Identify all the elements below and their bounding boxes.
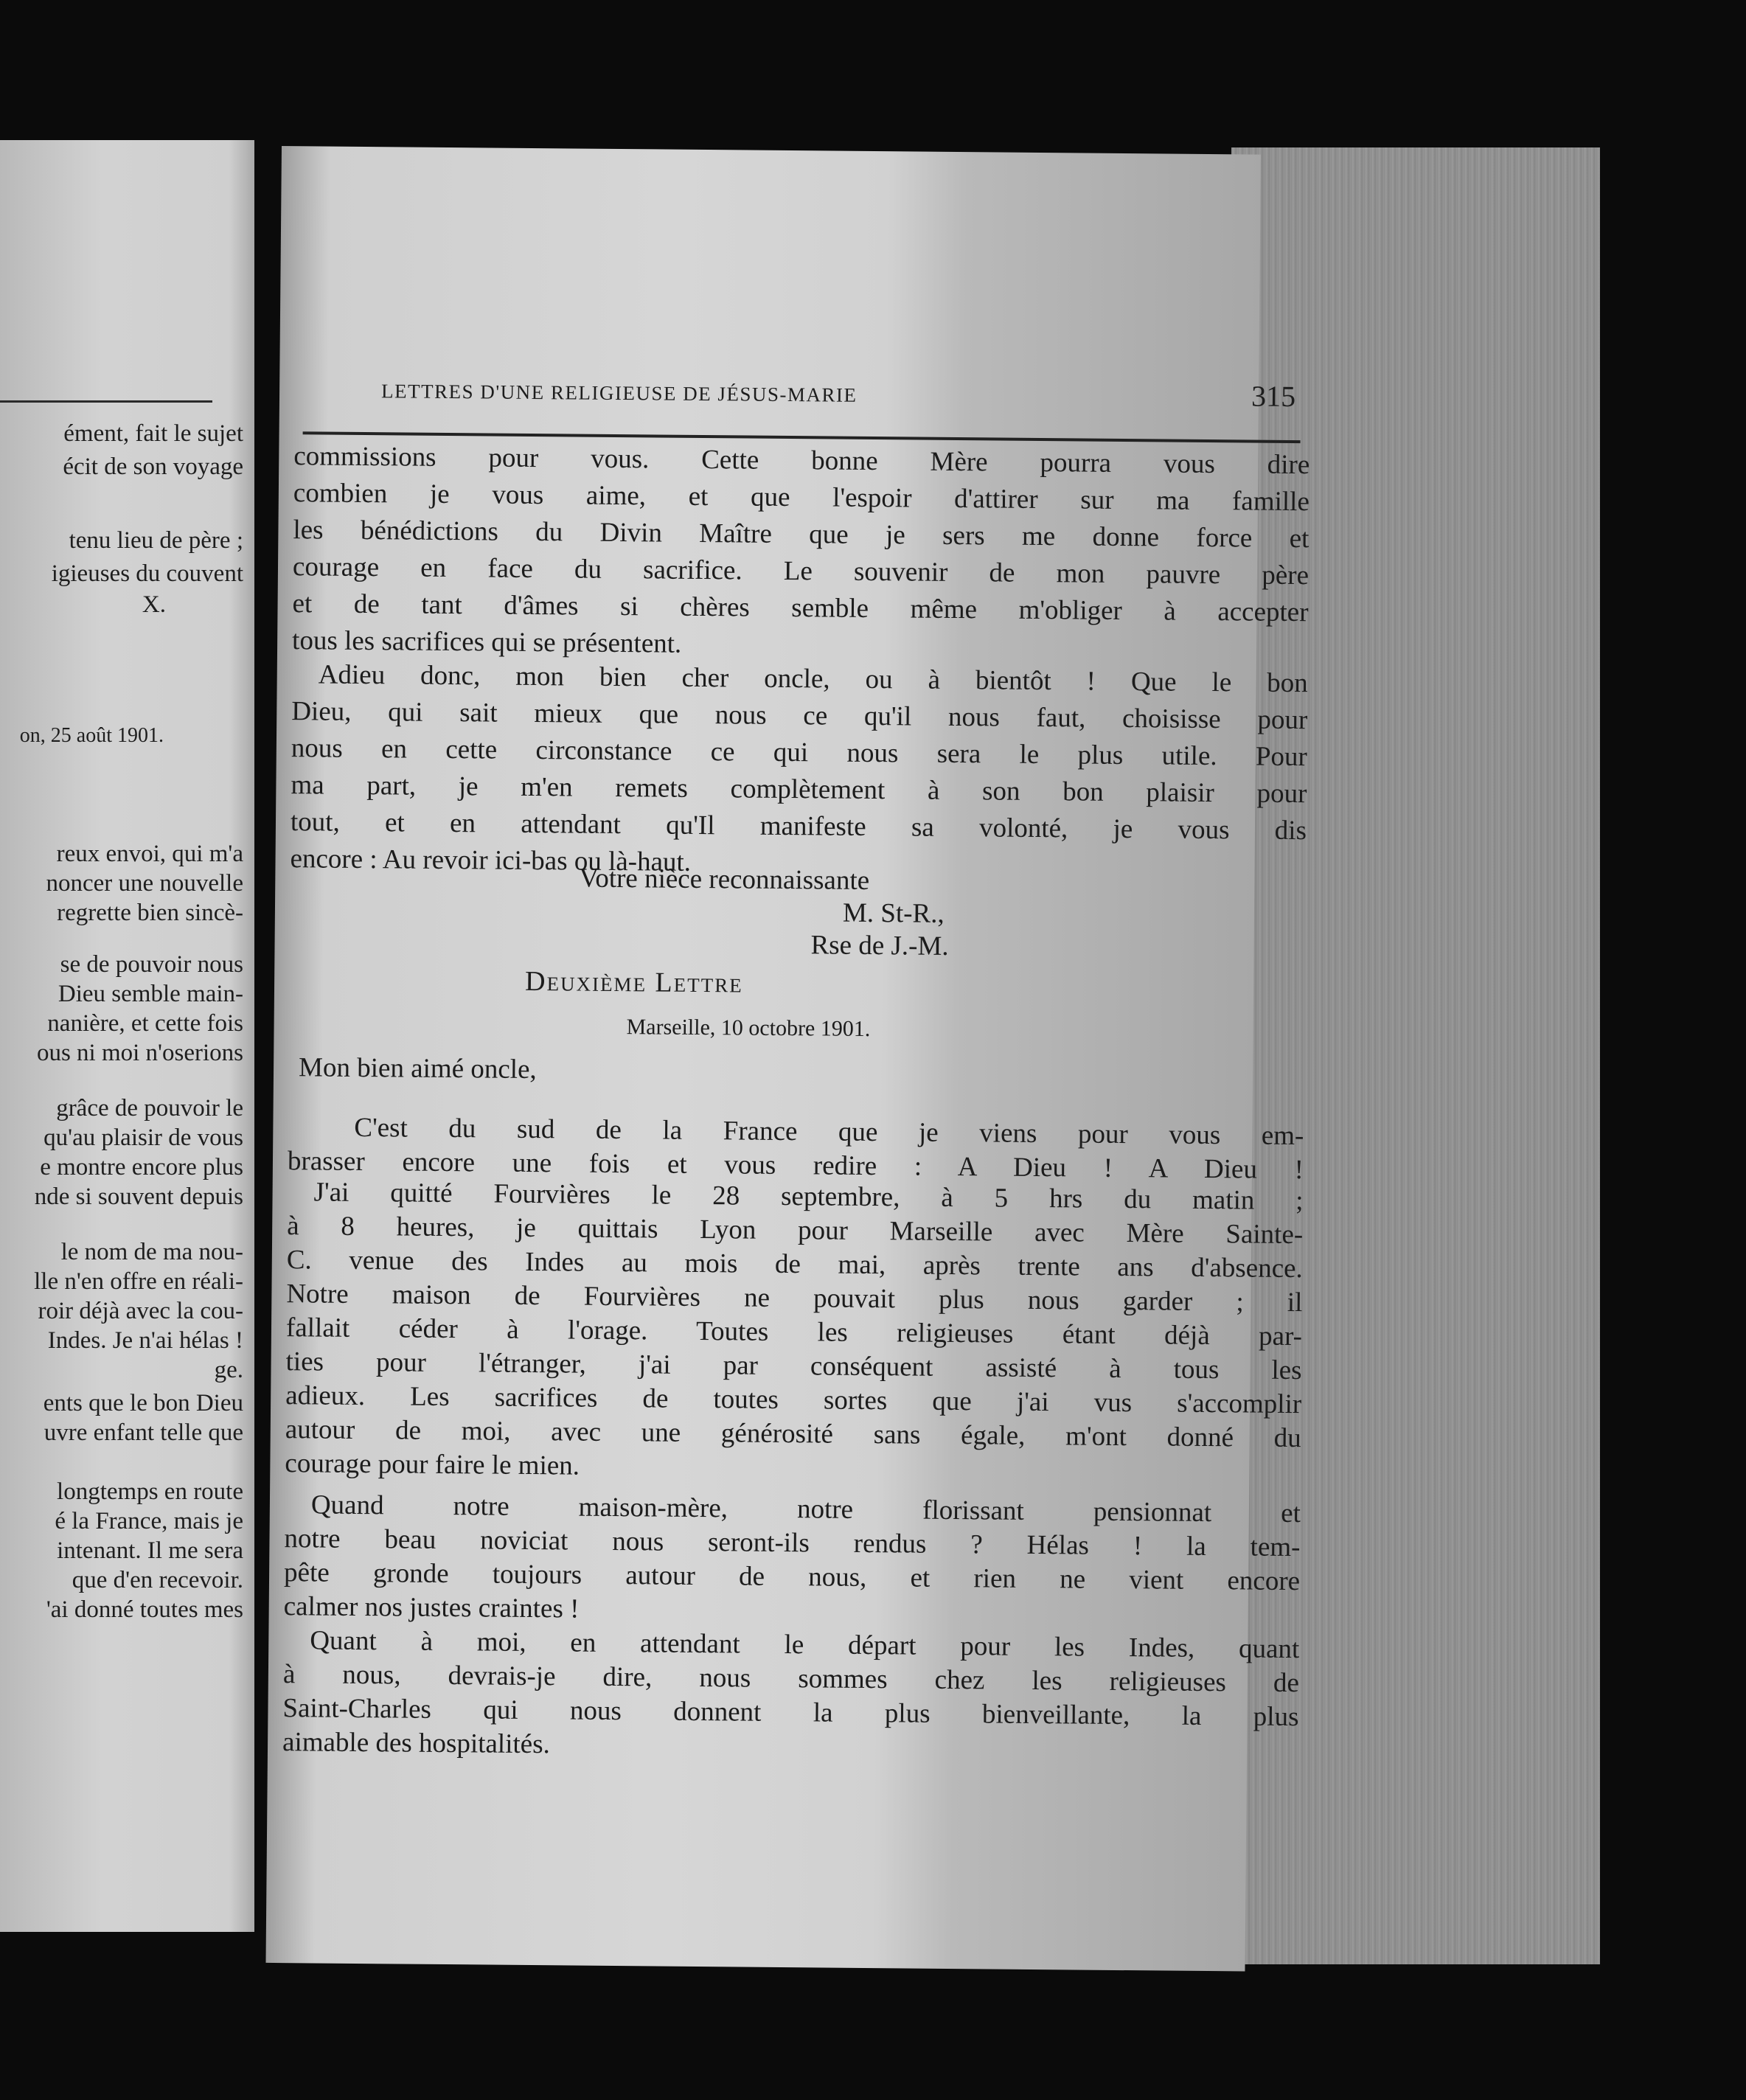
- text-line: calmer nos justes craintes !: [283, 1591, 580, 1624]
- left-text-line: ents que le bon Dieu: [43, 1390, 243, 1416]
- page-number: 315: [1251, 379, 1296, 414]
- left-text-line: Indes. Je n'ai hélas !: [47, 1327, 243, 1354]
- text-line: et de tant d'âmes si chères semble même m'obliger à accepter: [292, 588, 1309, 628]
- text-line: notre beau noviciat nous seront-ils rendus ? Hélas ! la tem-: [284, 1523, 1301, 1563]
- signature-name: M. St-R.,: [842, 897, 945, 929]
- text-line: tout, et en attendant qu'Il manifeste sa volonté, je vous dis: [290, 807, 1307, 846]
- left-text-line: intenant. Il me sera: [57, 1537, 243, 1564]
- text-line: brasser encore une fois et vous redire : A Dieu ! A Dieu !: [287, 1146, 1304, 1186]
- left-header-rule: [0, 400, 212, 403]
- left-text-line: nanière, et cette fois: [47, 1010, 243, 1037]
- left-text-line: on, 25 août 1901.: [19, 724, 164, 747]
- left-text-line: longtemps en route: [57, 1478, 243, 1505]
- place-date: Marseille, 10 octobre 1901.: [626, 1015, 871, 1042]
- left-text-line: ge.: [214, 1357, 243, 1383]
- text-line: combien je vous aime, et que l'espoir d'attirer sur ma famille: [293, 478, 1310, 518]
- left-text-line: Dieu semble main-: [58, 981, 243, 1007]
- left-text-line: lle n'en offre en réali-: [34, 1268, 243, 1295]
- text-line: encore : Au revoir ici-bas ou là-haut.: [290, 844, 692, 877]
- running-head: [380, 379, 1303, 414]
- text-line: pête gronde toujours autour de nous, et rien ne vient encore: [283, 1557, 1301, 1597]
- letter-title: Deuxième Lettre: [524, 965, 743, 999]
- left-text-line: igieuses du couvent: [51, 560, 243, 587]
- left-text-line: se de pouvoir nous: [60, 951, 243, 978]
- closing-line: Votre nièce reconnaissante: [579, 863, 870, 896]
- right-page: [265, 146, 1310, 1971]
- text-line: aimable des hospitalités.: [282, 1727, 551, 1760]
- signature-order: Rse de J.-M.: [810, 930, 949, 962]
- text-line: nous en cette circonstance ce qui nous sera le plus utile. Pour: [291, 733, 1308, 773]
- text-line: Notre maison de Fourvières ne pouvait plus nous garder ; il: [286, 1279, 1303, 1318]
- left-text-line: uvre enfant telle que: [44, 1419, 243, 1446]
- text-line: C'est du sud de la France que je viens pour vous em-: [354, 1112, 1304, 1152]
- header-rule: [303, 431, 1301, 443]
- left-text-line: que d'en recevoir.: [72, 1567, 243, 1593]
- text-line: ma part, je m'en remets complètement à son bon plaisir pour: [291, 770, 1307, 810]
- text-line: à 8 heures, je quittais Lyon pour Marseille avec Mère Sainte-: [287, 1211, 1304, 1251]
- left-text-line: écit de son voyage: [63, 453, 243, 480]
- left-text-line: ous ni moi n'oserions: [36, 1040, 243, 1066]
- text-line: Dieu, qui sait mieux que nous ce qu'il nous faut, choisisse pour: [291, 696, 1308, 736]
- text-line: ties pour l'étranger, j'ai par conséquent assisté à tous les: [285, 1346, 1302, 1386]
- left-text-line: roir déjà avec la cou-: [38, 1298, 243, 1324]
- text-line: C. venue des Indes au mois de mai, après trente ans d'absence.: [286, 1245, 1303, 1284]
- left-page: [0, 140, 254, 1932]
- left-text-line: reux envoi, qui m'a: [56, 841, 243, 867]
- left-text-line: nde si souvent depuis: [34, 1183, 243, 1210]
- left-text-line: ément, fait le sujet: [63, 420, 243, 447]
- text-line: à nous, devrais-je dire, nous sommes chez les religieuses de: [282, 1659, 1300, 1699]
- text-line: Quand notre maison-mère, notre florissant pensionnat et: [310, 1489, 1301, 1529]
- text-line: Adieu donc, mon bien cher oncle, ou à bientôt ! Que le bon: [318, 659, 1308, 699]
- left-text-line: e montre encore plus: [40, 1154, 243, 1181]
- left-text-line: X.: [142, 591, 166, 618]
- left-text-line: noncer une nouvelle: [46, 870, 243, 897]
- text-line: les bénédictions du Divin Maître que je sers me donne force et: [293, 515, 1310, 554]
- text-line: autour de moi, avec une générosité sans égale, m'ont donné du: [285, 1414, 1301, 1454]
- left-text-line: é la France, mais je: [55, 1508, 243, 1534]
- text-line: tous les sacrifices qui se présentent.: [291, 625, 682, 659]
- left-text-line: qu'au plaisir de vous: [44, 1124, 243, 1151]
- text-line: J'ai quitté Fourvières le 28 septembre, à 5 hrs du matin ;: [313, 1177, 1304, 1217]
- running-head-title: LETTRES D'UNE RELIGIEUSE DE JÉSUS-MARIE: [380, 380, 858, 406]
- text-line: fallait céder à l'orage. Toutes les religieuses étant déjà par-: [285, 1312, 1303, 1352]
- text-line: Saint-Charles qui nous donnent la plus bienveillante, la plus: [282, 1693, 1299, 1733]
- left-text-line: regrette bien sincè-: [57, 900, 243, 926]
- left-text-line: le nom de ma nou-: [60, 1239, 243, 1265]
- text-line: courage en face du sacrifice. Le souvenir de mon pauvre père: [292, 552, 1310, 591]
- text-line: courage pour faire le mien.: [285, 1448, 580, 1481]
- left-text-line: grâce de pouvoir le: [56, 1095, 243, 1122]
- left-text-line: 'ai donné toutes mes: [46, 1596, 243, 1623]
- text-line: Quant à moi, en attendant le départ pour les Indes, quant: [310, 1625, 1300, 1665]
- left-text-line: tenu lieu de père ;: [69, 527, 243, 554]
- text-line: commissions pour vous. Cette bonne Mère pourra vous dire: [293, 441, 1310, 481]
- text-line: adieux. Les sacrifices de toutes sortes que j'ai vus s'accomplir: [285, 1380, 1302, 1420]
- salutation: Mon bien aimé oncle,: [298, 1052, 537, 1085]
